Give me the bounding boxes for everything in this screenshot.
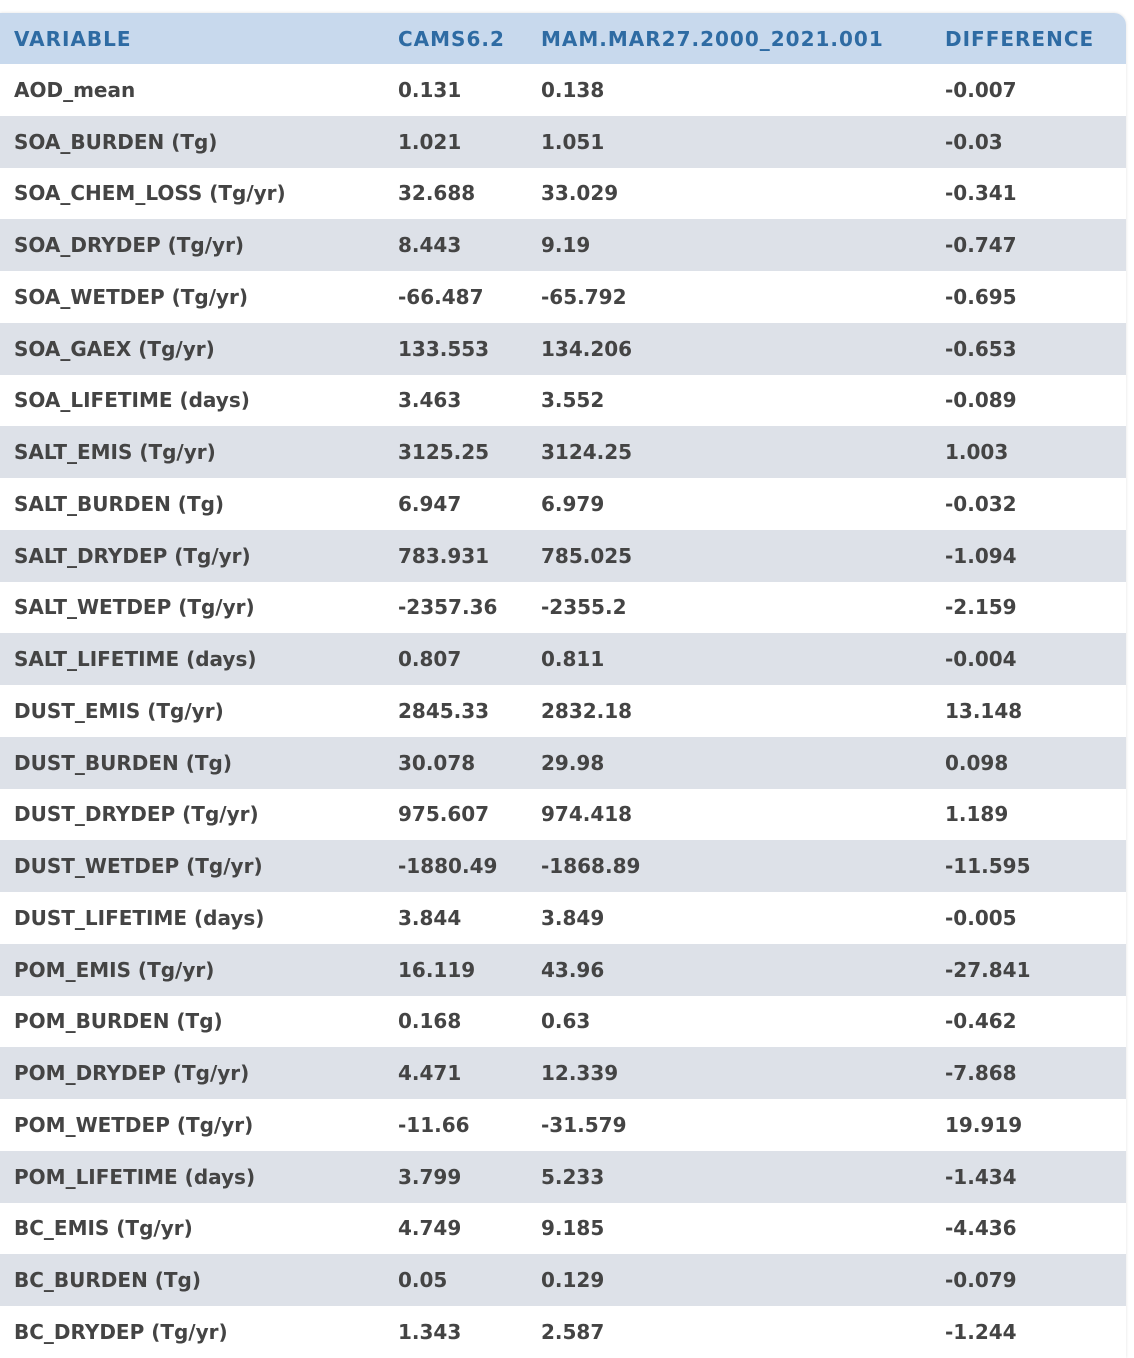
cell-difference: -0.462	[931, 996, 1126, 1048]
cell-cams: 4.471	[384, 1047, 527, 1099]
cell-mam: 974.418	[527, 789, 931, 841]
table-row	[0, 478, 1126, 530]
comparison-table	[0, 13, 1126, 1358]
cell-difference: 19.919	[931, 1099, 1126, 1151]
table-body	[0, 64, 1126, 1358]
cell-variable: POM_WETDEP (Tg/yr)	[0, 1099, 384, 1151]
cell-variable: POM_EMIS (Tg/yr)	[0, 944, 384, 996]
table-row	[0, 1047, 1126, 1099]
cell-mam: 0.811	[527, 633, 931, 685]
cell-mam: -65.792	[527, 271, 931, 323]
cell-variable: POM_LIFETIME (days)	[0, 1151, 384, 1203]
cell-difference: -2.159	[931, 582, 1126, 634]
cell-mam: 3.552	[527, 375, 931, 427]
cell-variable: SOA_BURDEN (Tg)	[0, 116, 384, 168]
cell-difference: -11.595	[931, 840, 1126, 892]
table-row	[0, 633, 1126, 685]
cell-cams: 0.168	[384, 996, 527, 1048]
table-row	[0, 1254, 1126, 1306]
cell-cams: 1.021	[384, 116, 527, 168]
cell-difference: -27.841	[931, 944, 1126, 996]
cell-variable: SOA_DRYDEP (Tg/yr)	[0, 219, 384, 271]
cell-cams: 3125.25	[384, 426, 527, 478]
table-row	[0, 116, 1126, 168]
cell-difference: -7.868	[931, 1047, 1126, 1099]
cell-mam: 33.029	[527, 168, 931, 220]
cell-variable: SALT_BURDEN (Tg)	[0, 478, 384, 530]
cell-cams: 133.553	[384, 323, 527, 375]
cell-variable: AOD_mean	[0, 64, 384, 116]
cell-difference: -1.244	[931, 1306, 1126, 1358]
cell-difference: -0.004	[931, 633, 1126, 685]
cell-cams: 8.443	[384, 219, 527, 271]
table-row	[0, 737, 1126, 789]
table-row	[0, 996, 1126, 1048]
cell-cams: 3.844	[384, 892, 527, 944]
cell-difference: -1.094	[931, 530, 1126, 582]
cell-cams: 3.463	[384, 375, 527, 427]
cell-difference: -4.436	[931, 1203, 1126, 1255]
cell-mam: 0.138	[527, 64, 931, 116]
cell-variable: SALT_EMIS (Tg/yr)	[0, 426, 384, 478]
cell-mam: -2355.2	[527, 582, 931, 634]
cell-mam: 9.185	[527, 1203, 931, 1255]
cell-variable: BC_BURDEN (Tg)	[0, 1254, 384, 1306]
table-row	[0, 840, 1126, 892]
table-row	[0, 271, 1126, 323]
cell-variable: POM_BURDEN (Tg)	[0, 996, 384, 1048]
cell-mam: 5.233	[527, 1151, 931, 1203]
table-row	[0, 1151, 1126, 1203]
cell-variable: DUST_LIFETIME (days)	[0, 892, 384, 944]
cell-difference: -0.653	[931, 323, 1126, 375]
cell-mam: 1.051	[527, 116, 931, 168]
cell-difference: 1.189	[931, 789, 1126, 841]
cell-mam: 43.96	[527, 944, 931, 996]
cell-mam: 9.19	[527, 219, 931, 271]
comparison-table-container	[0, 13, 1126, 1358]
cell-mam: 29.98	[527, 737, 931, 789]
cell-mam: -31.579	[527, 1099, 931, 1151]
table-row	[0, 168, 1126, 220]
table-row	[0, 944, 1126, 996]
cell-difference: -1.434	[931, 1151, 1126, 1203]
cell-difference: 13.148	[931, 685, 1126, 737]
cell-variable: SALT_LIFETIME (days)	[0, 633, 384, 685]
cell-cams: 0.131	[384, 64, 527, 116]
cell-variable: DUST_DRYDEP (Tg/yr)	[0, 789, 384, 841]
cell-variable: SOA_CHEM_LOSS (Tg/yr)	[0, 168, 384, 220]
cell-mam: 6.979	[527, 478, 931, 530]
cell-cams: 2845.33	[384, 685, 527, 737]
cell-variable: SALT_DRYDEP (Tg/yr)	[0, 530, 384, 582]
cell-difference: 1.003	[931, 426, 1126, 478]
cell-variable: SOA_GAEX (Tg/yr)	[0, 323, 384, 375]
table-header	[0, 13, 1126, 64]
column-header-variable[interactable]: VARIABLE	[0, 13, 384, 64]
cell-variable: DUST_EMIS (Tg/yr)	[0, 685, 384, 737]
cell-variable: SALT_WETDEP (Tg/yr)	[0, 582, 384, 634]
table-row	[0, 375, 1126, 427]
table-row	[0, 530, 1126, 582]
cell-mam: 134.206	[527, 323, 931, 375]
cell-mam: 785.025	[527, 530, 931, 582]
table-row	[0, 892, 1126, 944]
cell-difference: -0.747	[931, 219, 1126, 271]
cell-cams: 30.078	[384, 737, 527, 789]
table-row	[0, 789, 1126, 841]
table-row	[0, 685, 1126, 737]
cell-difference: 0.098	[931, 737, 1126, 789]
cell-cams: 0.05	[384, 1254, 527, 1306]
cell-mam: 2832.18	[527, 685, 931, 737]
table-row	[0, 426, 1126, 478]
table-row	[0, 1099, 1126, 1151]
cell-variable: DUST_BURDEN (Tg)	[0, 737, 384, 789]
cell-difference: -0.695	[931, 271, 1126, 323]
cell-mam: 0.63	[527, 996, 931, 1048]
cell-mam: -1868.89	[527, 840, 931, 892]
cell-cams: 16.119	[384, 944, 527, 996]
cell-cams: 0.807	[384, 633, 527, 685]
column-header-difference[interactable]: DIFFERENCE	[931, 13, 1126, 64]
cell-cams: -1880.49	[384, 840, 527, 892]
cell-cams: 6.947	[384, 478, 527, 530]
cell-variable: SOA_WETDEP (Tg/yr)	[0, 271, 384, 323]
cell-variable: BC_EMIS (Tg/yr)	[0, 1203, 384, 1255]
table-row	[0, 323, 1126, 375]
cell-mam: 3.849	[527, 892, 931, 944]
cell-difference: -0.007	[931, 64, 1126, 116]
cell-cams: 32.688	[384, 168, 527, 220]
cell-difference: -0.079	[931, 1254, 1126, 1306]
cell-mam: 3124.25	[527, 426, 931, 478]
cell-cams: 975.607	[384, 789, 527, 841]
cell-cams: 783.931	[384, 530, 527, 582]
cell-cams: -2357.36	[384, 582, 527, 634]
cell-difference: -0.03	[931, 116, 1126, 168]
table-row	[0, 219, 1126, 271]
cell-variable: BC_DRYDEP (Tg/yr)	[0, 1306, 384, 1358]
cell-variable: POM_DRYDEP (Tg/yr)	[0, 1047, 384, 1099]
cell-difference: -0.032	[931, 478, 1126, 530]
cell-mam: 2.587	[527, 1306, 931, 1358]
cell-cams: 3.799	[384, 1151, 527, 1203]
cell-variable: DUST_WETDEP (Tg/yr)	[0, 840, 384, 892]
cell-cams: 4.749	[384, 1203, 527, 1255]
cell-difference: -0.089	[931, 375, 1126, 427]
cell-mam: 12.339	[527, 1047, 931, 1099]
cell-mam: 0.129	[527, 1254, 931, 1306]
column-header-mam[interactable]: MAM.MAR27.2000_2021.001	[527, 13, 931, 64]
table-row	[0, 1203, 1126, 1255]
cell-cams: 1.343	[384, 1306, 527, 1358]
cell-cams: -66.487	[384, 271, 527, 323]
column-header-cams[interactable]: CAMS6.2	[384, 13, 527, 64]
table-row	[0, 64, 1126, 116]
cell-variable: SOA_LIFETIME (days)	[0, 375, 384, 427]
cell-cams: -11.66	[384, 1099, 527, 1151]
cell-difference: -0.341	[931, 168, 1126, 220]
header-row	[0, 13, 1126, 64]
table-row	[0, 582, 1126, 634]
cell-difference: -0.005	[931, 892, 1126, 944]
